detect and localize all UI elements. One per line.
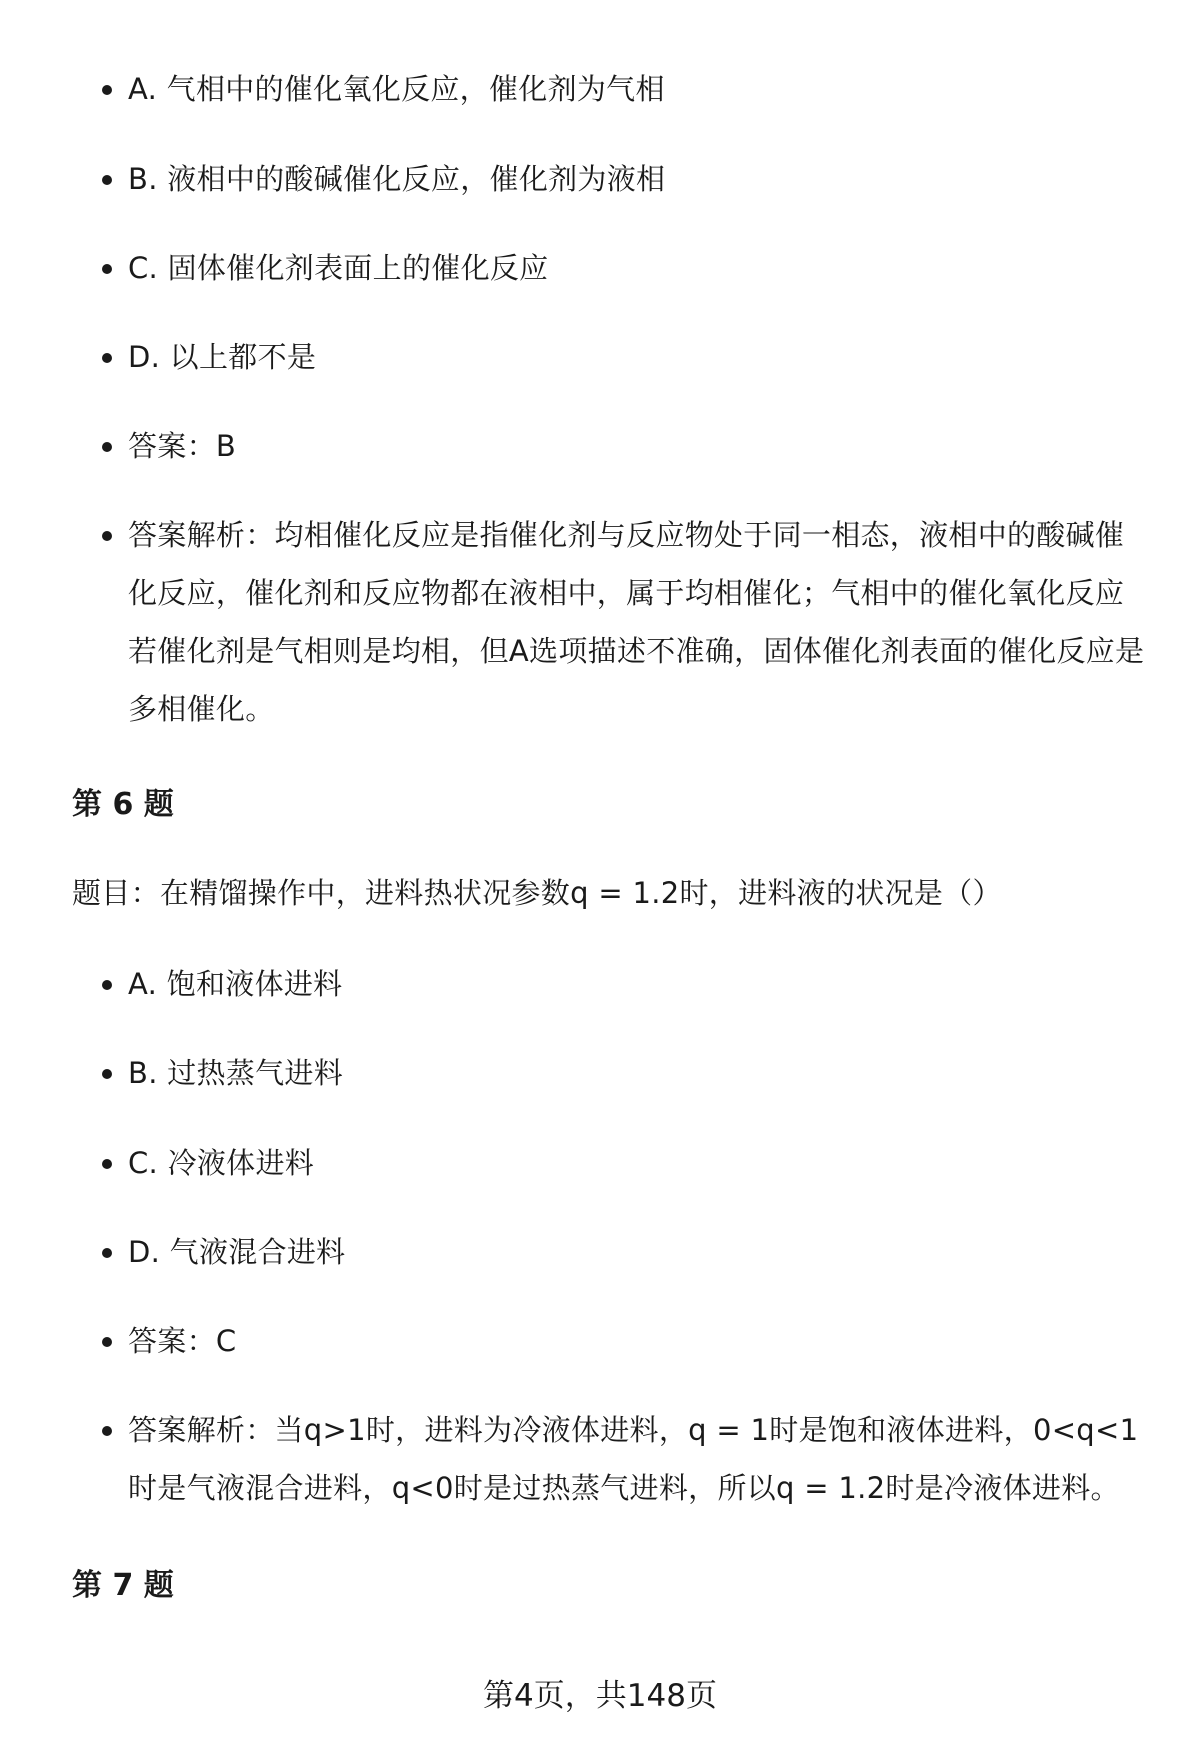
option-text: C. 固体催化剂表面上的催化反应	[128, 251, 549, 285]
q5-option-b	[128, 150, 1148, 208]
q5-option-a	[128, 60, 1148, 118]
option-text: C. 冷液体进料	[128, 1146, 315, 1180]
page-number-footer: 第4页，共148页	[483, 1678, 717, 1714]
q6-option-a	[128, 955, 1148, 1013]
q6-answer	[128, 1312, 1148, 1370]
option-text: D. 以上都不是	[128, 340, 317, 374]
bullet-icon	[102, 1069, 112, 1079]
q6-option-c	[128, 1134, 1148, 1192]
answer-text: 答案：B	[128, 429, 237, 463]
bullet-icon	[102, 85, 112, 95]
option-text: D. 气液混合进料	[128, 1235, 346, 1269]
option-text: A. 饱和液体进料	[128, 967, 343, 1001]
q5-answer	[128, 417, 1148, 475]
q7-heading: 第 7 题	[72, 1568, 174, 1603]
option-text: B. 液相中的酸碱催化反应，催化剂为液相	[128, 162, 666, 196]
option-text: A. 气相中的催化氧化反应，催化剂为气相	[128, 72, 665, 106]
q6-option-b	[128, 1044, 1148, 1102]
bullet-icon	[102, 980, 112, 990]
bullet-icon	[102, 175, 112, 185]
q6-option-d	[128, 1223, 1148, 1281]
q5-option-d	[128, 328, 1148, 386]
q6-heading: 第 6 题	[72, 787, 174, 822]
bullet-icon	[102, 1159, 112, 1169]
bullet-icon	[102, 531, 112, 541]
bullet-icon	[102, 1337, 112, 1347]
bullet-icon	[102, 353, 112, 363]
q6-stem: 题目：在精馏操作中，进料热状况参数q = 1.2时，进料液的状况是（）	[72, 876, 1002, 910]
bullet-icon	[102, 1248, 112, 1258]
q5-analysis	[128, 506, 1148, 738]
option-text: B. 过热蒸气进料	[128, 1056, 344, 1090]
q6-analysis	[128, 1401, 1148, 1517]
bullet-icon	[102, 442, 112, 452]
bullet-icon	[102, 1426, 112, 1436]
answer-text: 答案：C	[128, 1324, 237, 1358]
bullet-icon	[102, 264, 112, 274]
analysis-text: 答案解析：均相催化反应是指催化剂与反应物处于同一相态，液相中的酸碱催化反应，催化剂和反应物都在液相中，属于均相催化；气相中的催化氧化反应若催化剂是气相则是均相，但A选项描述不准确，固体催化剂表面的催化反应是多相催化。	[128, 518, 1145, 726]
q5-option-c	[128, 239, 1148, 297]
analysis-text: 答案解析：当q>1时，进料为冷液体进料，q = 1时是饱和液体进料，0<q<1时是气液混合进料，q<0时是过热蒸气进料，所以q = 1.2时是冷液体进料。	[128, 1413, 1139, 1505]
